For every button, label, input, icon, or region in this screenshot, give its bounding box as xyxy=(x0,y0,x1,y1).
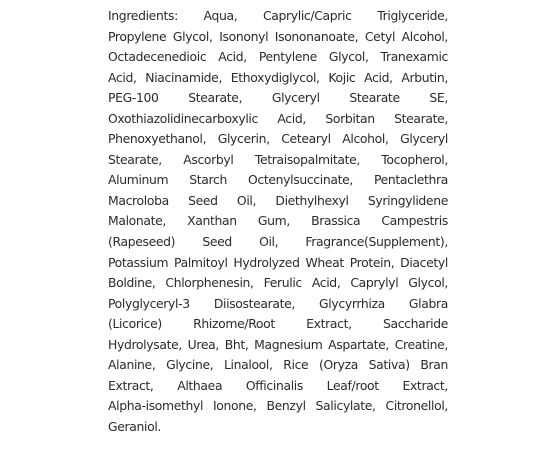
ingredients-line-7: Phenoxyethanol, Glycerin, Cetearyl Alcohol, Glyceryl xyxy=(108,131,448,147)
ingredients-line-1: Ingredients: Aqua, Caprylic/Capric Triglyceride, xyxy=(108,8,448,23)
ingredients-line-9: Aluminum Starch Octenylsuccinate, Pentaclethra xyxy=(108,172,448,188)
ingredients-line-11: Malonate, Xanthan Gum, Brassica Campestris xyxy=(108,213,448,229)
ingredients-line-16: (Licorice) Rhizome/Root Extract, Saccharide xyxy=(108,316,448,332)
ingredients-line-12: (Rapeseed) Seed Oil, Fragrance(Supplement), xyxy=(108,234,448,250)
ingredients-line-14: Boldine, Chlorphenesin, Ferulic Acid, Caprylyl Glycol, xyxy=(108,275,448,291)
ingredients-line-6: Oxothiazolidinecarboxylic Acid, Sorbitan Stearate, xyxy=(108,110,448,126)
ingredients-line-2: Propylene Glycol, Isononyl Isononanoate, Cetyl Alcohol, xyxy=(108,28,448,44)
ingredients-line-18: Alanine, Glycine, Linalool, Rice (Oryza Sativa) Bran xyxy=(108,357,448,373)
ingredients-line-21: Geraniol. xyxy=(108,418,162,434)
ingredients-line-8: Stearate, Ascorbyl Tetraisopalmitate, Tocopherol, xyxy=(108,151,448,167)
ingredients-line-3: Octadecenedioic Acid, Pentylene Glycol, Tranexamic xyxy=(108,49,448,65)
ingredients-line-13: Potassium Palmitoyl Hydrolyzed Wheat Protein, Diacetyl xyxy=(108,254,448,270)
ingredients-line-15: Polyglyceryl-3 Diisostearate, Glycyrrhiza Glabra xyxy=(108,295,448,311)
ingredients-line-4: Acid, Niacinamide, Ethoxydiglycol, Kojic Acid, Arbutin, xyxy=(108,69,448,85)
ingredients-line-10: Macroloba Seed Oil, Diethylhexyl Syringylidene xyxy=(108,192,448,208)
ingredients-line-20: Alpha-isomethyl Ionone, Benzyl Salicylate, Citronellol, xyxy=(108,398,448,414)
ingredients-line-17: Hydrolysate, Urea, Bht, Magnesium Aspartate, Creatine, xyxy=(108,336,448,352)
ingredients-panel xyxy=(108,6,448,437)
ingredients-line-19: Extract, Althaea Officinalis Leaf/root Extract, xyxy=(108,377,448,393)
ingredients-line-5: PEG-100 Stearate, Glyceryl Stearate SE, xyxy=(108,90,448,106)
